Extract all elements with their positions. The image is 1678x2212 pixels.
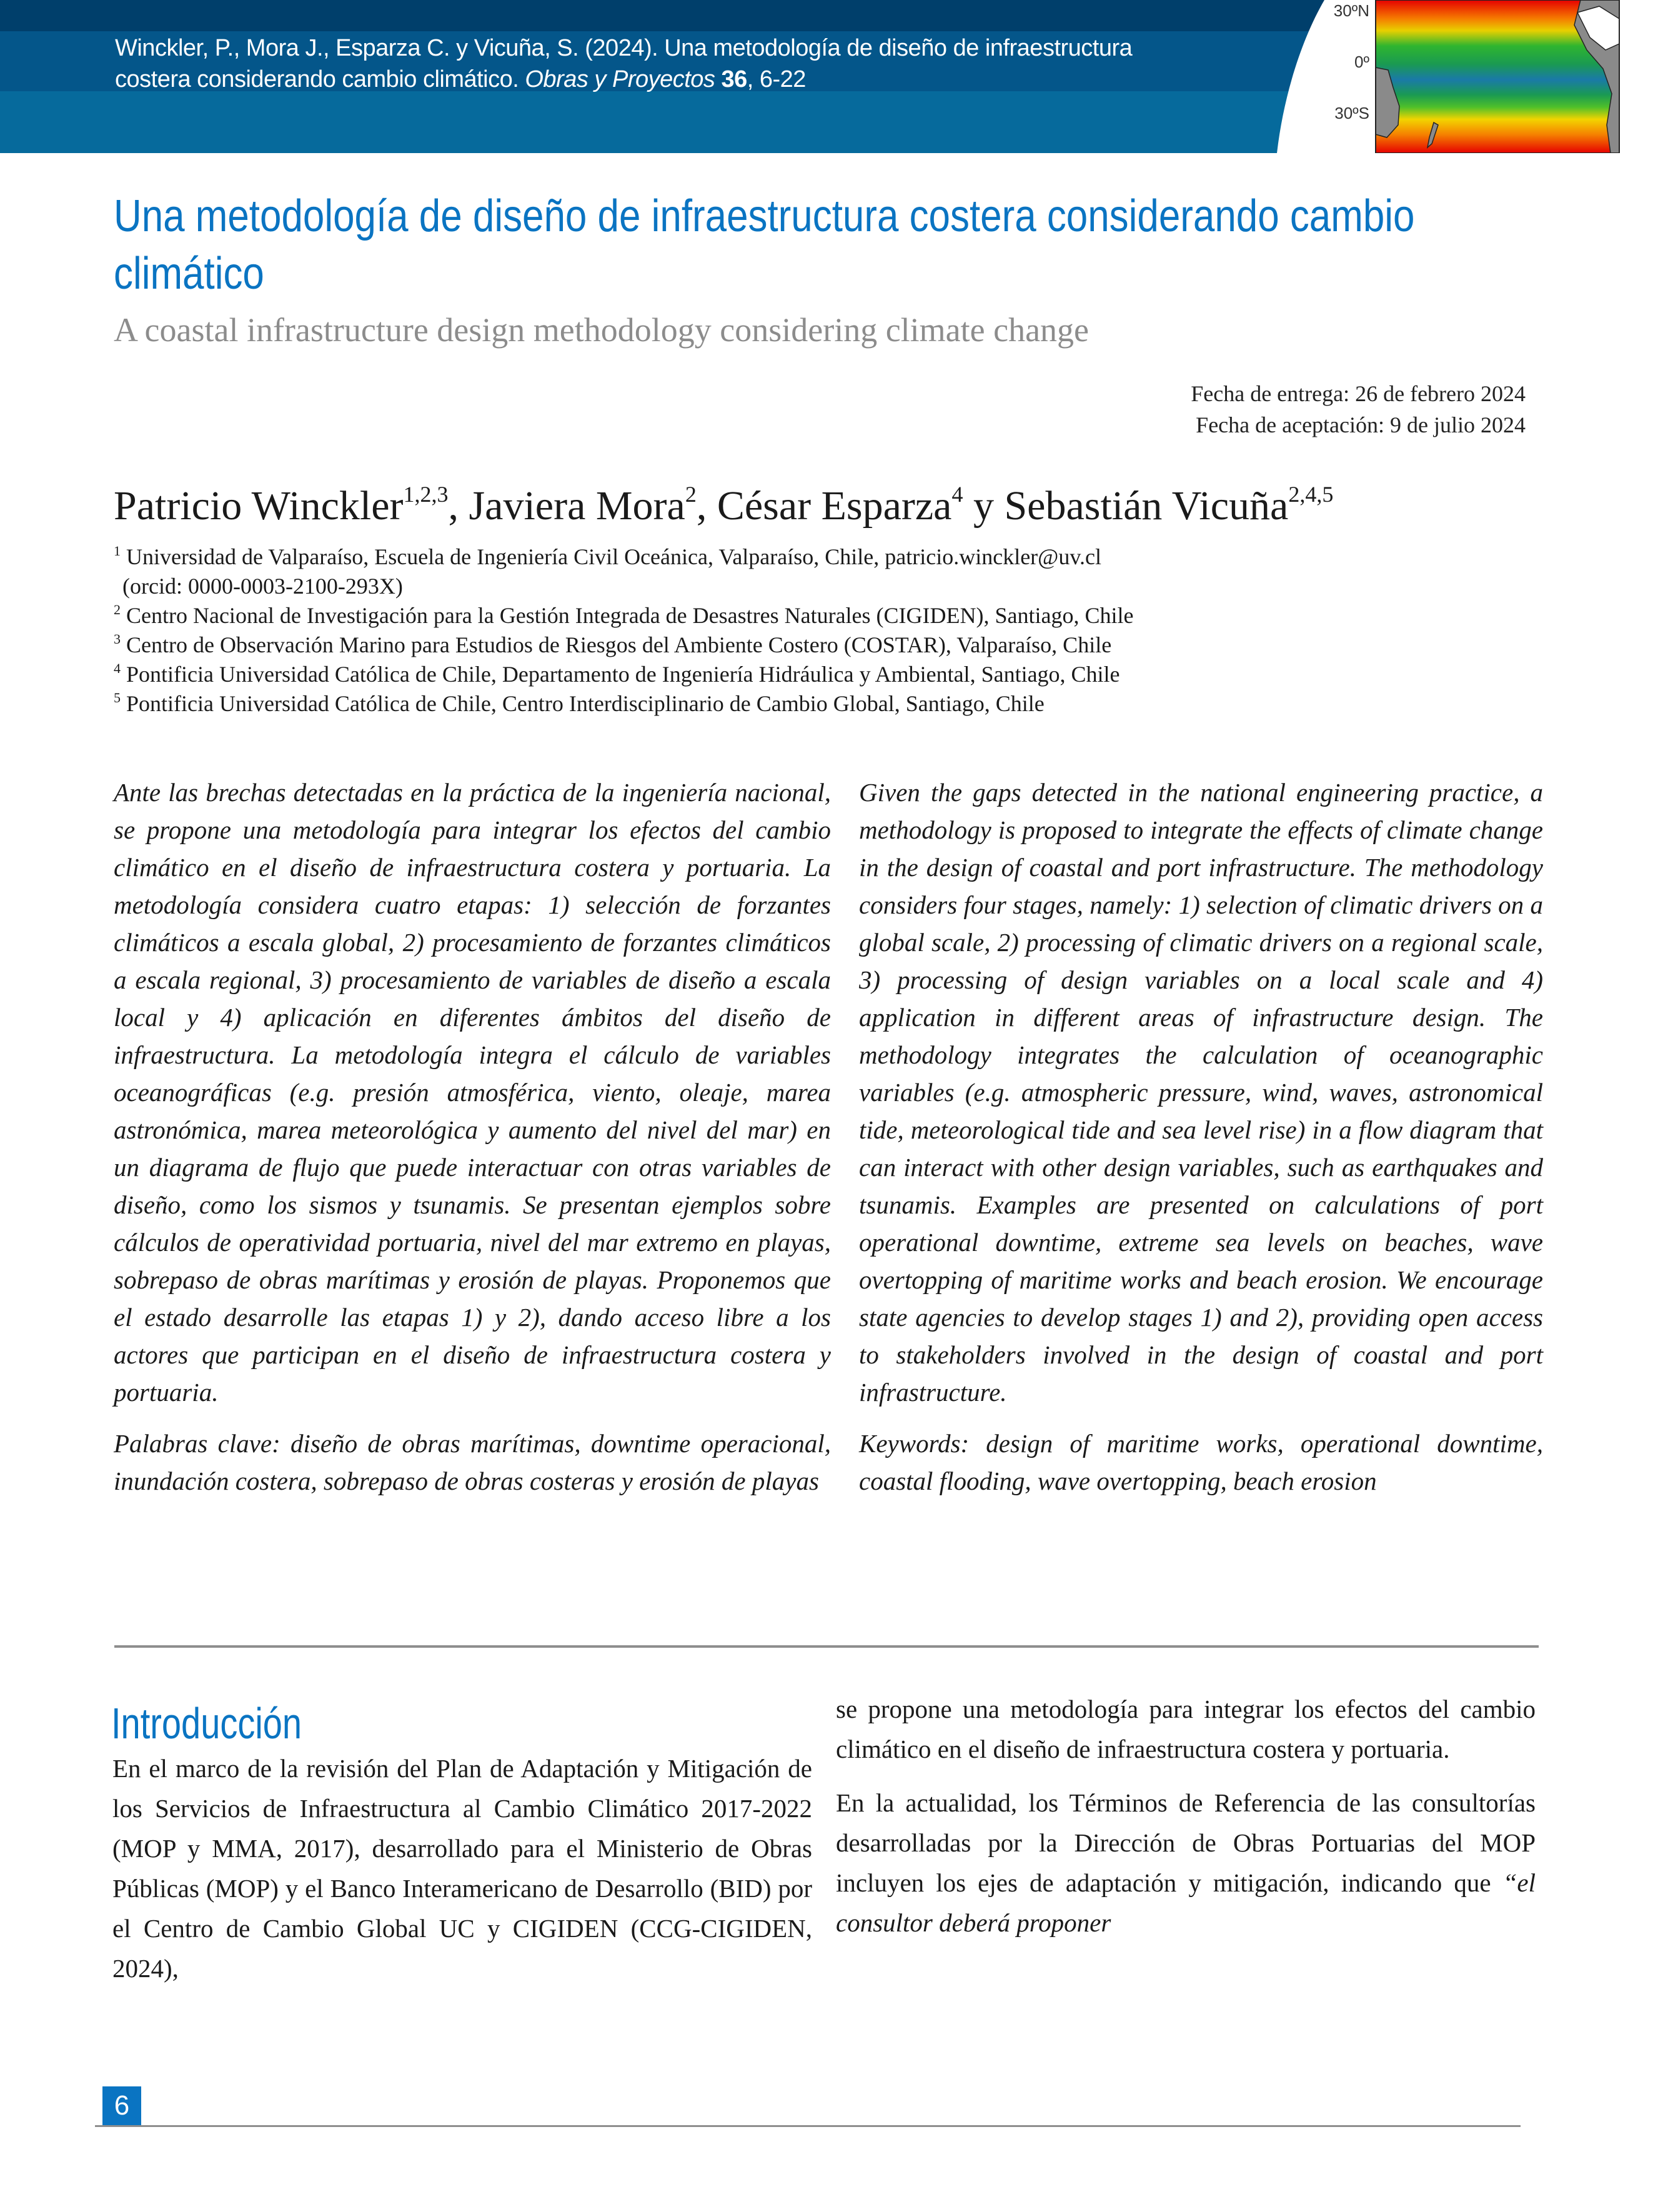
map-label-30n: 30ºN — [1333, 1, 1369, 20]
citation-line-2 — [115, 64, 1302, 95]
author-name: Javiera Mora — [469, 483, 685, 529]
affiliation-3 — [114, 630, 1569, 660]
abstract-en-text: Given the gaps detected in the national engineering practice, a methodology is proposed to integrate the effects of climate change in the design of coastal and port infrastructure. The methodology considers four stages, namely: 1) selection of climatic drivers on a global scale, 2) processing of climatic drivers on a regional scale, 3) processing of design variables on a local scale and 4) application in different areas of infrastructure design. The methodology integrates the calculation of oceanographic variables (e.g. atmospheric pressure, wind, waves, astronomical tide, meteorological tide and sea level rise) in a flow diagram that can interact with other design variables, such as earthquakes and tsunamis. Examples are presented on calculations of port operational downtime, extreme sea levels on beaches, wave overtopping of maritime works and beach erosion. We encourage state agencies to develop stages 1) and 2), providing open access to stakeholders involved in the design of coastal and port infrastructure. — [859, 778, 1543, 1407]
citation — [115, 32, 1302, 95]
author-affil-ref: 4 — [951, 482, 963, 507]
affiliation-4 — [114, 660, 1569, 689]
map-label-30s: 30ºS — [1334, 104, 1369, 122]
author-separator: , — [448, 483, 469, 529]
affiliation-5 — [114, 689, 1569, 719]
intro-quote: “el consultor deberá proponer — [836, 1868, 1536, 1937]
author-name: César Esparza — [717, 483, 952, 529]
date-accepted: Fecha de aceptación: 9 de julio 2024 — [1196, 412, 1526, 437]
author-affil-ref: 1,2,3 — [403, 482, 449, 507]
affiliation-number: 2 — [114, 602, 121, 617]
abstract-english — [859, 774, 1543, 1513]
affiliation-text: Centro Nacional de Investigación para la Gestión Integrada de Desastres Naturales (CIGIDEN), Santiago, Chile — [126, 603, 1134, 628]
intro-paragraph — [836, 1783, 1536, 1943]
author-list — [114, 481, 1613, 531]
intro-text: En la actualidad, los Términos de Referencia de las consultorías desarrolladas por la Dirección de Obras Portuarias del MOP incluyen los ejes de adaptación y mitigación, indicando que — [836, 1788, 1536, 1897]
citation-line-1: Winckler, P., Mora J., Esparza C. y Vicuña, S. (2024). Una metodología de diseño de infraestructura — [115, 35, 1133, 61]
dates-block — [1191, 378, 1526, 441]
introduction-left-column — [112, 1748, 812, 2002]
journal-pages: , 6-22 — [747, 66, 806, 92]
article-title: Una metodología de diseño de infraestructura costera considerando cambio climático — [114, 191, 1415, 299]
intro-paragraph: En el marco de la revisión del Plan de Adaptación y Mitigación de los Servicios de Infraestructura al Cambio Climático 2017-2022 (MOP y MMA, 2017), desarrollado para el Ministerio de Obras Públicas (MOP) y el Banco Interamericano de Desarrollo (BID) por el Centro de Cambio Global UC y CIGIDEN (CCG-CIGIDEN, 2024), — [112, 1754, 812, 1983]
sea-level-map-image — [1374, 0, 1622, 153]
affiliation-text: Pontificia Universidad Católica de Chile, Centro Interdisciplinario de Cambio Global, Santiago, Chile — [126, 691, 1045, 716]
introduction-right-column — [836, 1689, 1536, 1956]
affiliation-number: 5 — [114, 690, 121, 705]
affiliation-text: Universidad de Valparaíso, Escuela de Ingeniería Civil Oceánica, Valparaíso, Chile, patricio.winckler@uv.cl — [126, 544, 1101, 569]
date-submitted: Fecha de entrega: 26 de febrero 2024 — [1191, 381, 1526, 406]
keywords-es: Palabras clave: diseño de obras marítimas, downtime operacional, inundación costera, sobrepaso de obras costeras y erosión de playas — [114, 1429, 831, 1495]
author-name: Patricio Winckler — [114, 483, 404, 529]
affiliation-text: Pontificia Universidad Católica de Chile, Departamento de Ingeniería Hidráulica y Ambiental, Santiago, Chile — [126, 662, 1120, 687]
affiliations — [114, 542, 1569, 719]
page-number: 6 — [102, 2086, 141, 2125]
footer-rule — [95, 2125, 1521, 2127]
author-name: Sebastián Vicuña — [1004, 483, 1289, 529]
header-banner — [0, 0, 1678, 153]
article-subtitle: A coastal infrastructure design methodology considering climate change — [114, 311, 1090, 349]
author-affil-ref: 2 — [685, 482, 697, 507]
affiliation-number: 4 — [114, 660, 121, 676]
map-label-0: 0º — [1354, 52, 1369, 71]
affiliation-1 — [114, 542, 1569, 572]
affiliation-text: Centro de Observación Marino para Estudios de Riesgos del Ambiente Costero (COSTAR), Valparaíso, Chile — [126, 632, 1112, 657]
keywords-en: Keywords: design of maritime works, operational downtime, coastal flooding, wave overtopping, beach erosion — [859, 1429, 1543, 1495]
author-separator: , — [696, 483, 717, 529]
journal-name: Obras y Proyectos — [525, 66, 715, 92]
affiliation-number: 3 — [114, 631, 121, 647]
affiliation-number: 1 — [114, 543, 121, 559]
orcid-text: (orcid: 0000-0003-2100-293X) — [122, 574, 403, 599]
author-affil-ref: 2,4,5 — [1288, 482, 1334, 507]
affiliation-2 — [114, 601, 1569, 630]
author-separator: y — [963, 483, 1005, 529]
section-divider — [114, 1645, 1539, 1648]
intro-paragraph: se propone una metodología para integrar los efectos del cambio climático en el diseño de infraestructura costera y portuaria. — [836, 1695, 1536, 1763]
abstract-es-text: Ante las brechas detectadas en la práctica de la ingeniería nacional, se propone una metodología para integrar los efectos del cambio climático en el diseño de infraestructura costera y portuaria. La metodología considera cuatro etapas: 1) selección de forzantes climáticos a escala global, 2) procesamiento de forzantes climáticos a escala regional, 3) procesamiento de variables de diseño a escala local y 4) aplicación en diferentes ámbitos del diseño de infraestructura. La metodología integra el cálculo de variables oceanográficas (e.g. presión atmosférica, viento, oleaje, marea astronómica, marea meteorológica y aumento del nivel del mar) en un diagrama de flujo que puede interactuar con otras variables de diseño, como los sismos y tsunamis. Se presentan ejemplos sobre cálculos de operatividad portuaria, nivel del mar extremo en playas, sobrepaso de obras marítimas y erosión de playas. Proponemos que el estado desarrolle las etapas 1) y 2), dando acceso libre a los actores que participan en el diseño de infraestructura costera y portuaria. — [114, 778, 831, 1407]
introduction-heading: Introducción — [111, 1699, 302, 1748]
journal-volume: 36 — [715, 66, 747, 92]
abstract-spanish — [114, 774, 831, 1513]
citation-text: costera considerando cambio climático. — [115, 66, 525, 92]
orcid — [114, 572, 1569, 601]
